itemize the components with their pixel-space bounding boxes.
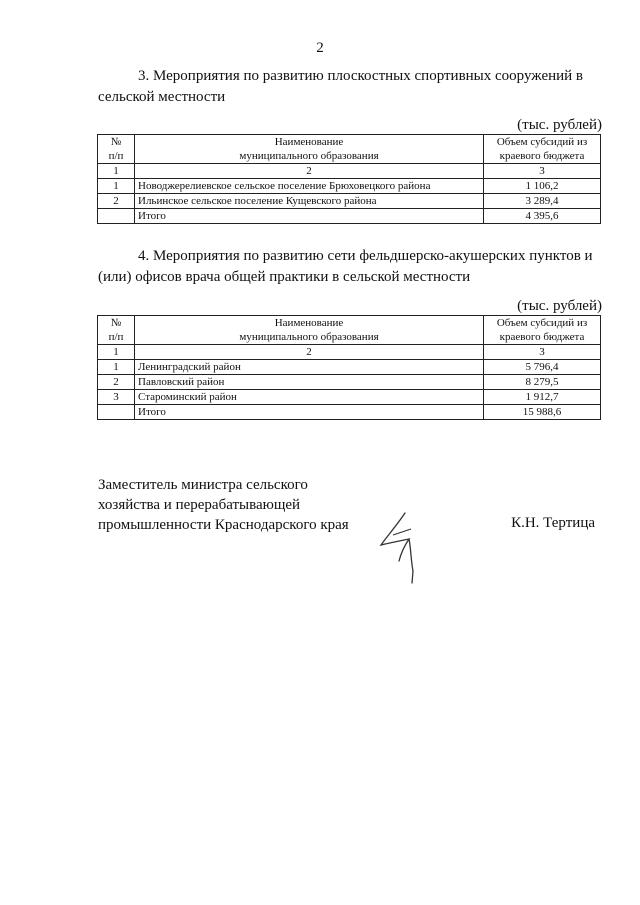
table-row [98,390,601,405]
col-number: 1 [98,164,135,179]
column-numbers-row [98,164,601,179]
section4-unit: (тыс. рублей) [517,298,602,314]
section3-title-line1: Мероприятия по развитию плоскостных спортивных сооружений в [153,68,584,84]
total-row [98,209,601,224]
header-num: № п/п [98,316,135,345]
section3-table [97,134,601,224]
position-line: хозяйства и перерабатывающей [98,497,301,513]
row-value: 8 279,5 [484,375,601,390]
section4-number: 4. [138,248,150,264]
page-number: 2 [316,40,324,56]
table-row [98,360,601,375]
section3-unit: (тыс. рублей) [517,117,602,133]
row-num: 2 [98,375,135,390]
header-name: Наименование муниципального образования [135,316,484,345]
table-row [98,375,601,390]
header-name: Наименование муниципального образования [135,135,484,164]
total-value: 15 988,6 [484,405,601,420]
section4-title-line2: (или) офисов врача общей практики в сельской местности [98,269,471,285]
col-number: 1 [98,345,135,360]
signatory-name: К.Н. Тертица [511,515,595,531]
section3-number: 3. [138,68,150,84]
table-row [98,179,601,194]
header-num: № п/п [98,135,135,164]
section3-heading [98,66,600,108]
col-number: 2 [135,164,484,179]
section3-title-line2: сельской местности [98,89,226,105]
row-num: 1 [98,179,135,194]
header-value: Объем субсидий из краевого бюджета [484,316,601,345]
section4-table [97,315,601,420]
total-row [98,405,601,420]
row-num: 2 [98,194,135,209]
total-value: 4 395,6 [484,209,601,224]
section4-heading [98,246,600,288]
column-numbers-row [98,345,601,360]
table-header-row [98,135,601,164]
header-value: Объем субсидий из краевого бюджета [484,135,601,164]
row-num: 3 [98,390,135,405]
section4-title-line1: Мероприятия по развитию сети фельдшерско-акушерских пунктов и [153,248,593,264]
position-line: Заместитель министра сельского [98,477,308,493]
row-value: 1 912,7 [484,390,601,405]
row-name: Новоджерелиевское сельское поселение Брюховецкого района [135,179,484,194]
row-name: Ленинградский район [135,360,484,375]
handwritten-signature [375,505,435,585]
table-row [98,194,601,209]
row-value: 5 796,4 [484,360,601,375]
row-num: 1 [98,360,135,375]
row-value: 3 289,4 [484,194,601,209]
row-name: Павловский район [135,375,484,390]
total-label: Итого [135,209,484,224]
row-value: 1 106,2 [484,179,601,194]
row-name: Ильинское сельское поселение Кущевского района [135,194,484,209]
col-number: 3 [484,345,601,360]
position-line: промышленности Краснодарского края [98,517,349,533]
total-label: Итого [135,405,484,420]
col-number: 2 [135,345,484,360]
signatory-position [98,475,349,535]
table-header-row [98,316,601,345]
col-number: 3 [484,164,601,179]
row-name: Староминский район [135,390,484,405]
